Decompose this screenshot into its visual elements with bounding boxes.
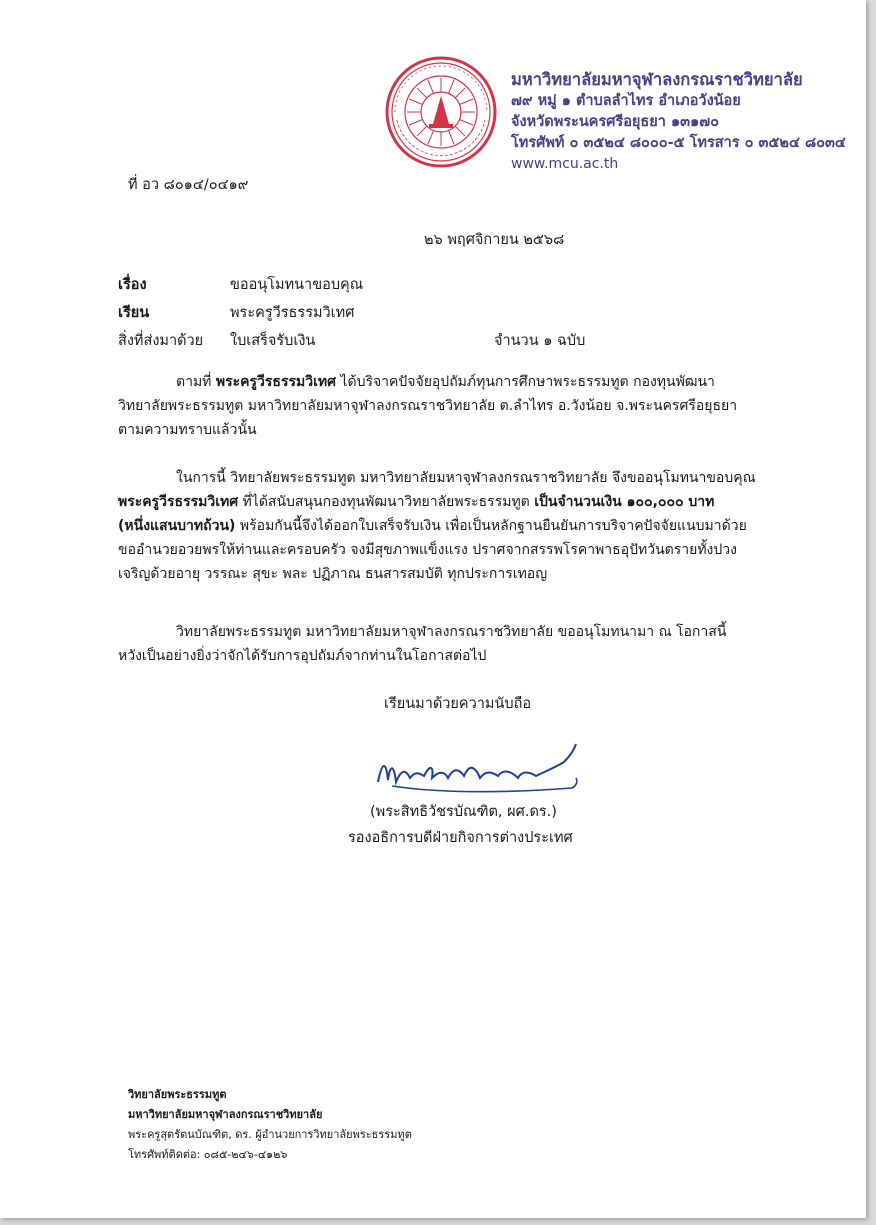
footer-contact (128, 1085, 412, 1165)
donor-name: พระครูวีรธรรมวิเทศ (118, 494, 239, 510)
text-run: ตามที่ (176, 374, 216, 390)
subject-label: เรื่อง (118, 277, 147, 293)
enclosure-value: ใบเสร็จรับเงิน (230, 333, 316, 349)
address-line-2: จังหวัดพระนครศรีอยุธยา ๑๓๑๗๐ (511, 114, 720, 130)
recipient-label: เรียน (118, 305, 150, 321)
footer-college: วิทยาลัยพระธรรมทูต (128, 1088, 227, 1101)
text-run: ที่ได้สนับสนุนกองทุนพัฒนาวิทยาลัยพระธรรมทูต (238, 494, 535, 510)
paragraph-1-line-3: ตามความทราบแล้วนั้น (118, 422, 257, 438)
paragraph-2-line-5: เจริญด้วยอายุ วรรณะ สุขะ พละ ปฏิภาณ ธนสารสมบัติ ทุกประการเทอญ (118, 566, 548, 582)
letter-date: ๒๖ พฤศจิกายน ๒๕๖๘ (424, 232, 565, 248)
text-run: ได้บริจาคปัจจัยอุปถัมภ์ทุนการศึกษาพระธรรมทูต กองทุนพัฒนา (335, 374, 715, 390)
university-name: มหาวิทยาลัยมหาจุฬาลงกรณราชวิทยาลัย (511, 70, 803, 89)
paragraph-3-line-1: วิทยาลัยพระธรรมทูต มหาวิทยาลัยมหาจุฬาลงกรณราชวิทยาลัย ขออนุโมทนามา ณ โอกาสนี้ (176, 624, 727, 640)
phone-fax: โทรศัพท์ ๐ ๓๕๒๔ ๘๐๐๐-๕ โทรสาร ๐ ๓๕๒๔ ๘๐๓๔ (511, 135, 846, 151)
enclosure-quantity: จำนวน ๑ ฉบับ (494, 333, 586, 349)
address-line-1: ๗๙ หมู่ ๑ ตำบลลำไทร อำเภอวังน้อย (511, 93, 741, 109)
university-seal-logo (385, 56, 497, 168)
reference-number: ที่ อว ๘๐๑๔/๐๔๑๙ (128, 177, 249, 193)
letterhead-address-block (511, 68, 846, 175)
paragraph-1 (118, 370, 818, 442)
paragraph-1-line-2: วิทยาลัยพระธรรมทูต มหาวิทยาลัยมหาจุฬาลงกรณราชวิทยาลัย ต.ลำไทร อ.วังน้อย จ.พระนครศรีอยุธยา (118, 398, 738, 414)
paragraph-2-line-4: ขออำนวยอวยพรให้ท่านและครอบครัว จงมีสุขภาพแข็งแรง ปราศจากสรรพโรคาพาธอุปัทวันตรายทั้งปวง (118, 542, 737, 558)
text-run: พร้อมกันนี้จึงได้ออกใบเสร็จรับเงิน เพื่อเป็นหลักฐานยืนยันการบริจาคปัจจัยแนบมาด้วย (235, 518, 747, 534)
website-link[interactable]: www.mcu.ac.th (511, 156, 619, 172)
footer-university: มหาวิทยาลัยมหาจุฬาลงกรณราชวิทยาลัย (128, 1108, 323, 1121)
footer-director: พระครูสุตรัตนบัณฑิต, ดร. ผู้อำนวยการวิทยาลัยพระธรรมทูต (128, 1128, 412, 1141)
recipient-value: พระครูวีรธรรมวิเทศ (230, 305, 355, 321)
paragraph-2-line-3 (118, 514, 818, 538)
closing-salutation: เรียนมาด้วยความนับถือ (384, 696, 532, 712)
signer-title: รองอธิการบดีฝ่ายกิจการต่างประเทศ (348, 830, 573, 846)
donation-amount: เป็นจำนวนเงิน ๑๐๐,๐๐๐ บาท (534, 494, 715, 510)
subject-value: ขออนุโมทนาขอบคุณ (230, 277, 364, 293)
paragraph-3 (118, 620, 818, 668)
paragraph-3-line-2: หวังเป็นอย่างยิ่งว่าจักได้รับการอุปถัมภ์จากท่านในโอกาสต่อไป (118, 648, 487, 664)
signer-name: (พระสิทธิวัชรบัณฑิต, ผศ.ดร.) (370, 804, 557, 820)
paragraph-2 (118, 466, 818, 586)
handwritten-signature (372, 742, 582, 802)
paragraph-2-line-2 (118, 490, 818, 514)
donor-name: พระครูวีรธรรมวิเทศ (215, 374, 336, 390)
donation-amount-words: (หนึ่งแสนบาทถ้วน) (118, 518, 236, 534)
paragraph-1-line-1 (118, 370, 818, 394)
footer-phone: โทรศัพท์ติดต่อ: ๐๘๕-๒๔๖-๔๑๒๖ (128, 1148, 288, 1161)
paragraph-2-line-1: ในการนี้ วิทยาลัยพระธรรมทูต มหาวิทยาลัยมหาจุฬาลงกรณราชวิทยาลัย จึงขออนุโมทนาขอบคุณ (176, 470, 756, 486)
enclosure-label: สิ่งที่ส่งมาด้วย (118, 333, 204, 349)
